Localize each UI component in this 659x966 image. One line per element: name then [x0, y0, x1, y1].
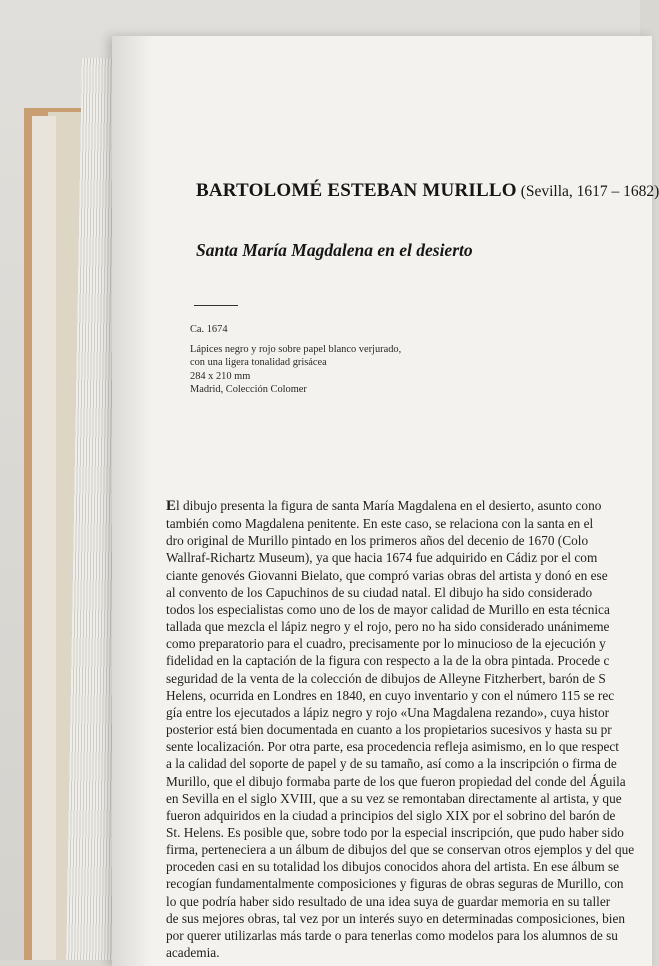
essay-line: seguridad de la venta de la colección de dibujos de Alleyne Fitzherbert, barón de S — [166, 670, 606, 686]
essay-line: como preparatorio para el cuadro, precisamente por lo minucioso de la ejecución y — [166, 636, 606, 652]
essay-line: de sus mejores obras, tal vez por un interés suyo en determinadas composiciones, bien — [166, 910, 625, 926]
drop-cap: E — [166, 498, 177, 514]
essay-line: proceden casi en su totalidad los dibujos conocidos ahora del artista. En ese álbum se — [166, 859, 620, 875]
essay-line: también como Magdalena penitente. En este caso, se relaciona con la santa en el — [166, 516, 594, 532]
essay-line: ciante genovés Giovanni Bielato, que compró varias obras del artista y donó en ese — [166, 567, 608, 583]
artwork-medium-line1: Lápices negro y rojo sobre papel blanco verjurado, — [190, 343, 402, 355]
essay-line: recogían fundamentalmente composiciones y figuras de obras seguras de Murillo, con — [166, 876, 624, 892]
essay-line: lo que podría haber sido resultado de una idea suya de guardar memoria en su taller — [166, 893, 611, 909]
essay-line: El dibujo presenta la figura de santa María Magdalena en el desierto, asunto cono — [166, 498, 602, 514]
essay-line: academia. — [166, 945, 220, 961]
essay-line: tallada que mezcla el lápiz negro y el rojo, pero no ha sido considerado unánimeme — [166, 619, 610, 635]
artist-heading — [196, 180, 659, 202]
essay-line: posterior está bien documentada en cuanto a los propietarios sucesivos y hasta su pr — [166, 722, 612, 738]
essay-line: a la calidad del soporte de papel y de su tamaño, así como a la inscripción o firma de — [166, 756, 617, 772]
essay-line: fidelidad en la captación de la figura con respecto a la de la obra pintada. Procede c — [166, 653, 610, 669]
essay-line: al convento de los Capuchinos de su ciudad natal. El dibujo ha sido considerado — [166, 584, 593, 600]
book-inner-flyleaf — [32, 116, 56, 960]
page-gutter-shadow — [112, 36, 152, 966]
essay-line: firma, perteneciera a un álbum de dibujos del que se conservan otros ejemplos y del que — [166, 842, 635, 858]
essay-line: Helens, ocurrida en Londres en 1840, en cuyo inventario y con el número 115 se rec — [166, 687, 615, 703]
artwork-details — [190, 323, 490, 397]
section-divider — [194, 305, 238, 306]
artist-birthplace-dates: (Sevilla, 1617 – 1682) — [520, 183, 659, 200]
essay-line: Murillo, que el dibujo formaba parte de los que fueron propiedad del conde del Águila — [166, 773, 626, 789]
essay-body — [166, 497, 640, 961]
artist-name: BARTOLOMÉ ESTEBAN MURILLO — [196, 180, 517, 201]
artwork-date: Ca. 1674 — [190, 324, 228, 335]
artwork-title: Santa María Magdalena en el desierto — [196, 240, 473, 260]
essay-line: St. Helens. Es posible que, sobre todo por la especial inscripción, que pudo haber sido — [166, 824, 624, 840]
essay-line: todos los especialistas como uno de los de mayor calidad de Murillo en esta técnica — [166, 601, 610, 617]
essay-line: sente localización. Por otra parte, esa procedencia refleja asimismo, en lo que respect — [166, 739, 620, 755]
essay-line: gía entre los ejecutados a lápiz negro y rojo «Una Magdalena rezando», cuya histor — [166, 704, 610, 720]
essay-line: por querer utilizarlas más tarde o para tenerlas como modelos para los alumnos de su — [166, 927, 618, 943]
essay-line: Wallraf-Richartz Museum), ya que hacia 1674 fue adquirido en Cádiz por el com — [166, 550, 598, 566]
essay-line: fueron adquiridos en la ciudad a principios del siglo XIX por el sobrino del barón de — [166, 807, 616, 823]
essay-line: en Sevilla en el siglo XVIII, que a su vez se remontaban directamente al artista, y que — [166, 790, 622, 806]
artwork-dimensions: 284 x 210 mm — [190, 370, 251, 382]
artwork-medium-line2: con una ligera tonalidad grisácea — [190, 357, 327, 369]
essay-line: dro original de Murillo pintado en los primeros años del decenio de 1670 (Colo — [166, 533, 589, 549]
artwork-collection: Madrid, Colección Colomer — [190, 384, 307, 396]
